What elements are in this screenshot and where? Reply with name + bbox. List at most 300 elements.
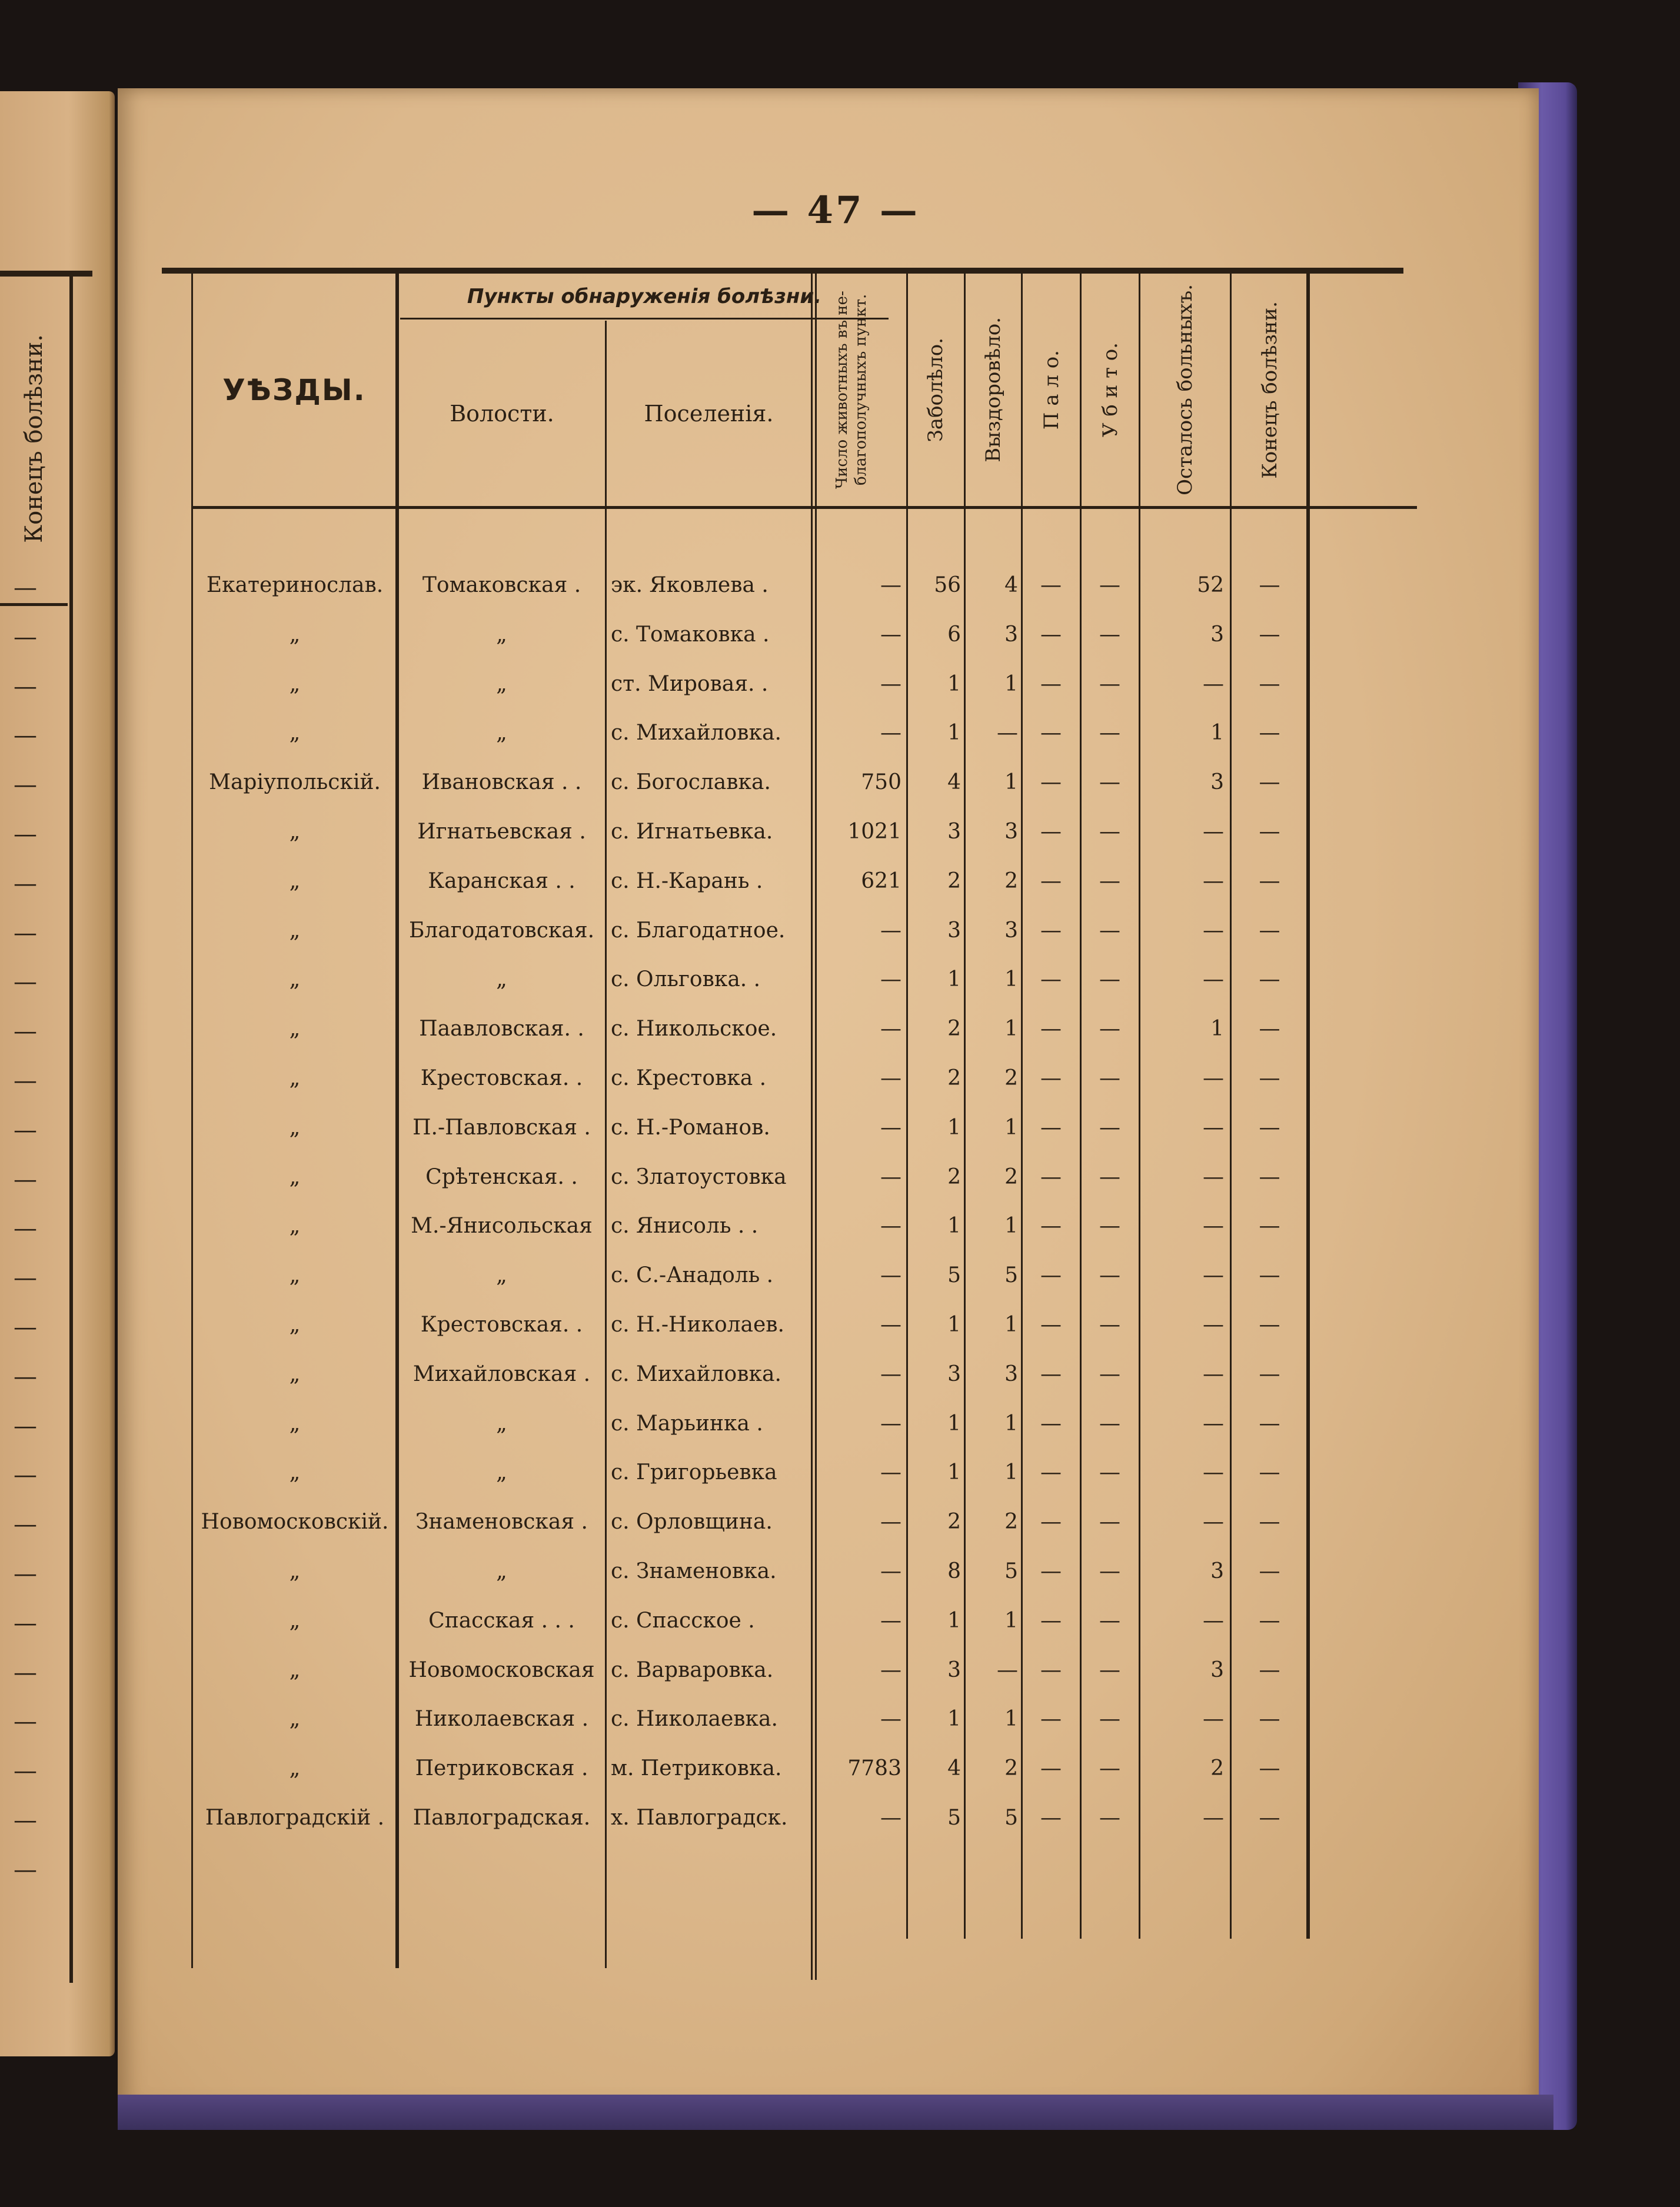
cell-chislo: 621 [861, 869, 901, 893]
cell-volost: Благодатовская. [408, 918, 595, 943]
cell-ostalos: — [1203, 967, 1224, 991]
left-page-dash: — [14, 1462, 37, 1489]
cell-palo: — [1040, 1362, 1062, 1386]
cell-poselenie: с. Михайловка. [611, 721, 781, 745]
book-page [118, 88, 1539, 2106]
cell-konets: — [1259, 1116, 1280, 1140]
cell-palo: — [1040, 770, 1062, 794]
cell-palo: — [1040, 1066, 1062, 1090]
left-page-dash: — [14, 821, 37, 848]
cell-ubito: — [1099, 1460, 1120, 1484]
cell-ubito: — [1099, 1066, 1120, 1090]
cell-ostalos: 1 [1210, 1017, 1224, 1041]
col-rule-palo [1080, 274, 1082, 1939]
cell-ostalos: — [1203, 1806, 1224, 1830]
cell-konets: — [1259, 967, 1280, 991]
cell-palo: — [1040, 573, 1062, 597]
cell-chislo: 7783 [847, 1756, 901, 1780]
cell-palo: — [1040, 1313, 1062, 1337]
cell-ubito: — [1099, 1116, 1120, 1140]
cell-vyzd: 1 [1004, 1214, 1018, 1238]
cell-konets: — [1259, 1756, 1280, 1780]
cell-zabolelo: 56 [934, 573, 961, 597]
header-poseleniya: Поселенія. [644, 400, 774, 427]
left-page-column-header [11, 279, 58, 597]
cell-vyzd: 3 [1004, 820, 1018, 844]
cell-poselenie: с. Янисоль . . [611, 1214, 759, 1238]
cell-volost: Крестовская. . [420, 1066, 583, 1090]
cell-konets: — [1259, 1362, 1280, 1386]
cell-poselenie: с. Григорьевка [611, 1460, 777, 1484]
cell-palo: — [1040, 1165, 1062, 1189]
left-page-dash: — [14, 1757, 37, 1785]
left-page-column-header-text: Конецъ болѣзни. [21, 334, 48, 543]
cell-vyzd: 3 [1004, 918, 1018, 943]
cell-zabolelo: 3 [947, 1362, 961, 1386]
cell-zabolelo: 3 [947, 918, 961, 943]
cell-chislo: — [880, 1559, 901, 1583]
cell-ubito: — [1099, 770, 1120, 794]
left-page-dash: — [14, 1215, 37, 1242]
cell-poselenie: с. Марьинка . [611, 1412, 763, 1436]
book-cover-bottom-edge [118, 2095, 1553, 2130]
cell-zabolelo: 1 [947, 1707, 961, 1731]
left-page-dash: — [14, 1560, 37, 1587]
cell-konets: — [1259, 1609, 1280, 1633]
cell-volost: Срѣтенская. . [425, 1165, 578, 1189]
cell-ostalos: — [1203, 1460, 1224, 1484]
cell-konets: — [1259, 1412, 1280, 1436]
left-page-dash: — [14, 968, 37, 996]
cell-palo: — [1040, 1412, 1062, 1436]
cell-chislo: — [880, 721, 901, 745]
cell-palo: — [1040, 1460, 1062, 1484]
cell-poselenie: с. Н.-Романов. [611, 1116, 770, 1140]
cell-volost: Паавловская. . [419, 1017, 584, 1041]
cell-zabolelo: 3 [947, 820, 961, 844]
header-ostalos: Осталось больныхъ. [1173, 284, 1197, 495]
cell-zabolelo: 1 [947, 721, 961, 745]
header-uezdy: УѢЗДЫ. [222, 372, 366, 407]
cell-zabolelo: 2 [947, 1510, 961, 1534]
cell-ubito: — [1099, 1263, 1120, 1287]
cell-chislo: — [880, 623, 901, 647]
header-vyzdorovelo: Выздоровѣло. [981, 317, 1005, 462]
cell-vyzd: 3 [1004, 1362, 1018, 1386]
cell-vyzd: 1 [1004, 672, 1018, 696]
cell-poselenie: с. Крестовка . [611, 1066, 767, 1090]
cell-konets: — [1259, 770, 1280, 794]
cell-volost: „ [496, 623, 507, 647]
cell-uezd: „ [289, 1412, 301, 1436]
cell-poselenie: с. Орловщина. [611, 1510, 773, 1534]
cell-chislo: — [880, 1263, 901, 1287]
cell-zabolelo: 1 [947, 1214, 961, 1238]
cell-uezd: „ [289, 721, 301, 745]
cell-ostalos: — [1203, 1263, 1224, 1287]
cell-ostalos: 3 [1210, 1658, 1224, 1682]
cell-konets: — [1259, 1017, 1280, 1041]
left-page-dash: — [14, 673, 37, 700]
col-rule-left [191, 274, 193, 1968]
cell-poselenie: с. Златоустовка [611, 1165, 787, 1189]
cell-poselenie: с. Никольское. [611, 1017, 777, 1041]
cell-uezd: Новомосковскій. [201, 1510, 389, 1534]
left-page-dash: — [14, 624, 37, 651]
cell-volost: Спасская . . . [428, 1609, 575, 1633]
left-page-top-rule [0, 271, 92, 277]
cell-konets: — [1259, 573, 1280, 597]
col-rule-uezdy [395, 274, 399, 1968]
cell-vyzd: 1 [1004, 1609, 1018, 1633]
cell-volost: „ [496, 672, 507, 696]
cell-konets: — [1259, 672, 1280, 696]
cell-ostalos: — [1203, 1165, 1224, 1189]
cell-zabolelo: 1 [947, 1116, 961, 1140]
cell-volost: Петриковская . [415, 1756, 588, 1780]
cell-poselenie: с. Знаменовка. [611, 1559, 777, 1583]
cell-ubito: — [1099, 967, 1120, 991]
cell-konets: — [1259, 1658, 1280, 1682]
cell-ubito: — [1099, 1806, 1120, 1830]
cell-poselenie: с. С.-Анадоль . [611, 1263, 774, 1287]
cell-uezd: „ [289, 869, 301, 893]
cell-konets: — [1259, 1066, 1280, 1090]
cell-volost: Павлоградская. [412, 1806, 591, 1830]
cell-palo: — [1040, 1017, 1062, 1041]
cell-konets: — [1259, 1263, 1280, 1287]
cell-konets: — [1259, 1460, 1280, 1484]
cell-volost: „ [496, 1412, 507, 1436]
cell-volost: „ [496, 721, 507, 745]
cell-palo: — [1040, 1116, 1062, 1140]
cell-konets: — [1259, 1559, 1280, 1583]
cell-palo: — [1040, 869, 1062, 893]
cell-palo: — [1040, 721, 1062, 745]
col-rule-ubito [1139, 274, 1140, 1939]
cell-poselenie: с. Благодатное. [611, 918, 786, 943]
cell-konets: — [1259, 869, 1280, 893]
cell-palo: — [1040, 1707, 1062, 1731]
cell-uezd: Екатеринослав. [206, 573, 384, 597]
cell-uezd: „ [289, 1165, 301, 1189]
cell-zabolelo: 1 [947, 1609, 961, 1633]
cell-ubito: — [1099, 1362, 1120, 1386]
col-rule-zabolelo [964, 274, 966, 1939]
cell-ubito: — [1099, 721, 1120, 745]
cell-uezd: „ [289, 967, 301, 991]
header-zabolelo: Заболѣло. [924, 337, 947, 442]
cell-ostalos: — [1203, 1214, 1224, 1238]
cell-konets: — [1259, 1165, 1280, 1189]
cell-volost: М.-Янисольская [411, 1214, 593, 1238]
header-konets: Конецъ болѣзни. [1257, 301, 1282, 479]
cell-ostalos: 52 [1197, 573, 1224, 597]
cell-palo: — [1040, 1658, 1062, 1682]
cell-volost: Игнатьевская . [417, 820, 586, 844]
cell-vyzd: 1 [1004, 1412, 1018, 1436]
cell-zabolelo: 1 [947, 1460, 961, 1484]
table-top-rule [162, 268, 1403, 274]
cell-uezd: „ [289, 1214, 301, 1238]
cell-vyzd: 1 [1004, 967, 1018, 991]
cell-palo: — [1040, 672, 1062, 696]
left-page-dash: — [14, 722, 37, 749]
cell-ostalos: — [1203, 1066, 1224, 1090]
cell-uezd: „ [289, 1263, 301, 1287]
cell-chislo: — [880, 1116, 901, 1140]
cell-poselenie: с. Ольговка. . [611, 967, 761, 991]
cell-palo: — [1040, 1214, 1062, 1238]
cell-zabolelo: 2 [947, 1165, 961, 1189]
cell-chislo: — [880, 573, 901, 597]
col-rule-volosti [605, 321, 607, 1968]
cell-vyzd: — [997, 721, 1018, 745]
cell-ostalos: 1 [1210, 721, 1224, 745]
cell-poselenie: м. Петриковка. [611, 1756, 782, 1780]
left-page-dash: — [14, 1610, 37, 1637]
cell-palo: — [1040, 1806, 1062, 1830]
left-page-dash: — [14, 1363, 37, 1390]
cell-chislo: 750 [861, 770, 901, 794]
cell-vyzd: 2 [1004, 869, 1018, 893]
cell-uezd: „ [289, 1066, 301, 1090]
cell-poselenie: эк. Яковлева . [611, 573, 769, 597]
header-volosti: Волости. [450, 400, 554, 427]
cell-konets: — [1259, 918, 1280, 943]
cell-palo: — [1040, 1559, 1062, 1583]
col-rule-ostalos [1230, 274, 1232, 1939]
cell-konets: — [1259, 623, 1280, 647]
left-page-dash: — [14, 1856, 37, 1883]
cell-konets: — [1259, 1214, 1280, 1238]
cell-uezd: „ [289, 1362, 301, 1386]
cell-ubito: — [1099, 1165, 1120, 1189]
cell-poselenie: с. Н.-Карань . [611, 869, 763, 893]
cell-vyzd: 2 [1004, 1066, 1018, 1090]
cell-volost: Каранская . . [428, 869, 575, 893]
cell-konets: — [1259, 1707, 1280, 1731]
header-bottom-rule [193, 506, 1417, 509]
cell-ostalos: 2 [1210, 1756, 1224, 1780]
left-page-dash: — [14, 920, 37, 947]
cell-zabolelo: 6 [947, 623, 961, 647]
cell-ostalos: — [1203, 1412, 1224, 1436]
cell-chislo: — [880, 1214, 901, 1238]
cell-chislo: — [880, 1165, 901, 1189]
cell-uezd: „ [289, 1609, 301, 1633]
cell-konets: — [1259, 1313, 1280, 1337]
cell-vyzd: 5 [1004, 1806, 1018, 1830]
cell-uezd: „ [289, 918, 301, 943]
cell-chislo: — [880, 1707, 901, 1731]
cell-ubito: — [1099, 1658, 1120, 1682]
cell-palo: — [1040, 918, 1062, 943]
cell-volost: Томаковская . [422, 573, 581, 597]
left-page-dash: — [14, 1018, 37, 1045]
cell-ubito: — [1099, 623, 1120, 647]
col-rule-vyzdorovelo [1021, 274, 1023, 1939]
cell-palo: — [1040, 820, 1062, 844]
cell-uezd: „ [289, 1658, 301, 1682]
cell-volost: Крестовская. . [420, 1313, 583, 1337]
cell-vyzd: 3 [1004, 623, 1018, 647]
cell-vyzd: 4 [1004, 573, 1018, 597]
cell-ostalos: — [1203, 1116, 1224, 1140]
cell-ubito: — [1099, 1609, 1120, 1633]
cell-uezd: „ [289, 1017, 301, 1041]
cell-chislo: — [880, 918, 901, 943]
cell-zabolelo: 1 [947, 967, 961, 991]
left-page-dash: — [14, 1067, 37, 1094]
cell-ostalos: — [1203, 1707, 1224, 1731]
col-rule-chislo [906, 274, 908, 1939]
cell-uezd: „ [289, 1460, 301, 1484]
cell-ubito: — [1099, 573, 1120, 597]
cell-poselenie: с. Николаевка. [611, 1707, 778, 1731]
cell-ubito: — [1099, 820, 1120, 844]
header-group-punkty: Пункты обнаруженія болѣзни. [467, 285, 822, 308]
cell-uezd: „ [289, 1756, 301, 1780]
cell-vyzd: 1 [1004, 1707, 1018, 1731]
cell-chislo: — [880, 1362, 901, 1386]
left-page-dash: — [14, 1708, 37, 1735]
cell-vyzd: 1 [1004, 1116, 1018, 1140]
cell-uezd: „ [289, 1559, 301, 1583]
cell-poselenie: х. Павлоградск. [611, 1806, 788, 1830]
col-rule-poseleniya [811, 274, 817, 1980]
cell-vyzd: 1 [1004, 770, 1018, 794]
cell-ubito: — [1099, 1214, 1120, 1238]
cell-ubito: — [1099, 1756, 1120, 1780]
page-number: — 47 — [751, 188, 920, 232]
cell-chislo: 1021 [847, 820, 901, 844]
cell-vyzd: 2 [1004, 1165, 1018, 1189]
cell-konets: — [1259, 1806, 1280, 1830]
left-page-dash: — [14, 1511, 37, 1538]
left-page-dash: — [14, 1264, 37, 1291]
cell-chislo: — [880, 1609, 901, 1633]
cell-poselenie: с. Игнатьевка. [611, 820, 773, 844]
left-page-dash: — [14, 1117, 37, 1144]
cell-poselenie: с. Богославка. [611, 770, 771, 794]
cell-volost: Знаменовская . [415, 1510, 588, 1534]
cell-vyzd: — [997, 1658, 1018, 1682]
cell-palo: — [1040, 1263, 1062, 1287]
cell-volost: „ [496, 1263, 507, 1287]
left-page-dash: — [14, 1807, 37, 1834]
cell-chislo: — [880, 672, 901, 696]
cell-vyzd: 1 [1004, 1313, 1018, 1337]
left-page-column-rule [69, 271, 73, 1983]
cell-chislo: — [880, 967, 901, 991]
cell-volost: „ [496, 967, 507, 991]
cell-volost: Михайловская . [412, 1362, 591, 1386]
cell-ostalos: 3 [1210, 770, 1224, 794]
left-page-dash: — [14, 1166, 37, 1193]
cell-uezd: „ [289, 1313, 301, 1337]
left-page-dash: — [14, 1659, 37, 1686]
cell-zabolelo: 1 [947, 1412, 961, 1436]
cell-zabolelo: 2 [947, 1017, 961, 1041]
cell-volost: Николаевская . [414, 1707, 589, 1731]
cell-uezd: „ [289, 820, 301, 844]
cell-ubito: — [1099, 1412, 1120, 1436]
cell-zabolelo: 2 [947, 1066, 961, 1090]
left-page-dash: — [14, 870, 37, 897]
cell-volost: „ [496, 1559, 507, 1583]
cell-chislo: — [880, 1510, 901, 1534]
left-page-dash: — [14, 1314, 37, 1341]
cell-uezd: „ [289, 1116, 301, 1140]
cell-zabolelo: 4 [947, 1756, 961, 1780]
cell-ostalos: — [1203, 1609, 1224, 1633]
cell-chislo: — [880, 1460, 901, 1484]
cell-palo: — [1040, 623, 1062, 647]
cell-ostalos: — [1203, 672, 1224, 696]
cell-palo: — [1040, 967, 1062, 991]
cell-volost: П.-Павловская . [412, 1116, 591, 1140]
left-page-header-rule [0, 603, 68, 606]
left-page-edge [0, 91, 115, 2056]
col-rule-right [1306, 274, 1310, 1939]
cell-ubito: — [1099, 1017, 1120, 1041]
cell-ostalos: 3 [1210, 1559, 1224, 1583]
cell-ostalos: — [1203, 869, 1224, 893]
cell-poselenie: ст. Мировая. . [611, 672, 769, 696]
cell-poselenie: с. Спасское . [611, 1609, 755, 1633]
cell-vyzd: 2 [1004, 1510, 1018, 1534]
cell-uezd: „ [289, 623, 301, 647]
cell-chislo: — [880, 1313, 901, 1337]
cell-konets: — [1259, 721, 1280, 745]
left-page-dash: — [14, 771, 37, 798]
left-page-dash: — [14, 574, 37, 601]
cell-vyzd: 2 [1004, 1756, 1018, 1780]
cell-volost: Ивановская . . [421, 770, 582, 794]
cell-ubito: — [1099, 1559, 1120, 1583]
header-ubito: У б и т о. [1098, 342, 1122, 438]
cell-chislo: — [880, 1806, 901, 1830]
cell-chislo: — [880, 1658, 901, 1682]
cell-zabolelo: 8 [947, 1559, 961, 1583]
header-chislo: Число животныхъ въ не-благополучныхъ пункт. [833, 291, 870, 489]
cell-poselenie: с. Михайловка. [611, 1362, 781, 1386]
cell-zabolelo: 5 [947, 1263, 961, 1287]
cell-poselenie: с. Томаковка . [611, 623, 770, 647]
cell-ubito: — [1099, 918, 1120, 943]
cell-ostalos: — [1203, 1362, 1224, 1386]
cell-zabolelo: 4 [947, 770, 961, 794]
cell-ostalos: — [1203, 820, 1224, 844]
cell-zabolelo: 3 [947, 1658, 961, 1682]
cell-ubito: — [1099, 1313, 1120, 1337]
cell-zabolelo: 5 [947, 1806, 961, 1830]
cell-zabolelo: 1 [947, 1313, 961, 1337]
cell-ubito: — [1099, 672, 1120, 696]
cell-vyzd: 5 [1004, 1263, 1018, 1287]
cell-chislo: — [880, 1017, 901, 1041]
cell-vyzd: 5 [1004, 1559, 1018, 1583]
cell-poselenie: с. Варваровка. [611, 1658, 774, 1682]
cell-volost: Новомосковская [408, 1658, 595, 1682]
cell-konets: — [1259, 1510, 1280, 1534]
cell-palo: — [1040, 1756, 1062, 1780]
cell-ostalos: — [1203, 1510, 1224, 1534]
cell-palo: — [1040, 1609, 1062, 1633]
cell-uezd: „ [289, 672, 301, 696]
cell-ubito: — [1099, 1510, 1120, 1534]
